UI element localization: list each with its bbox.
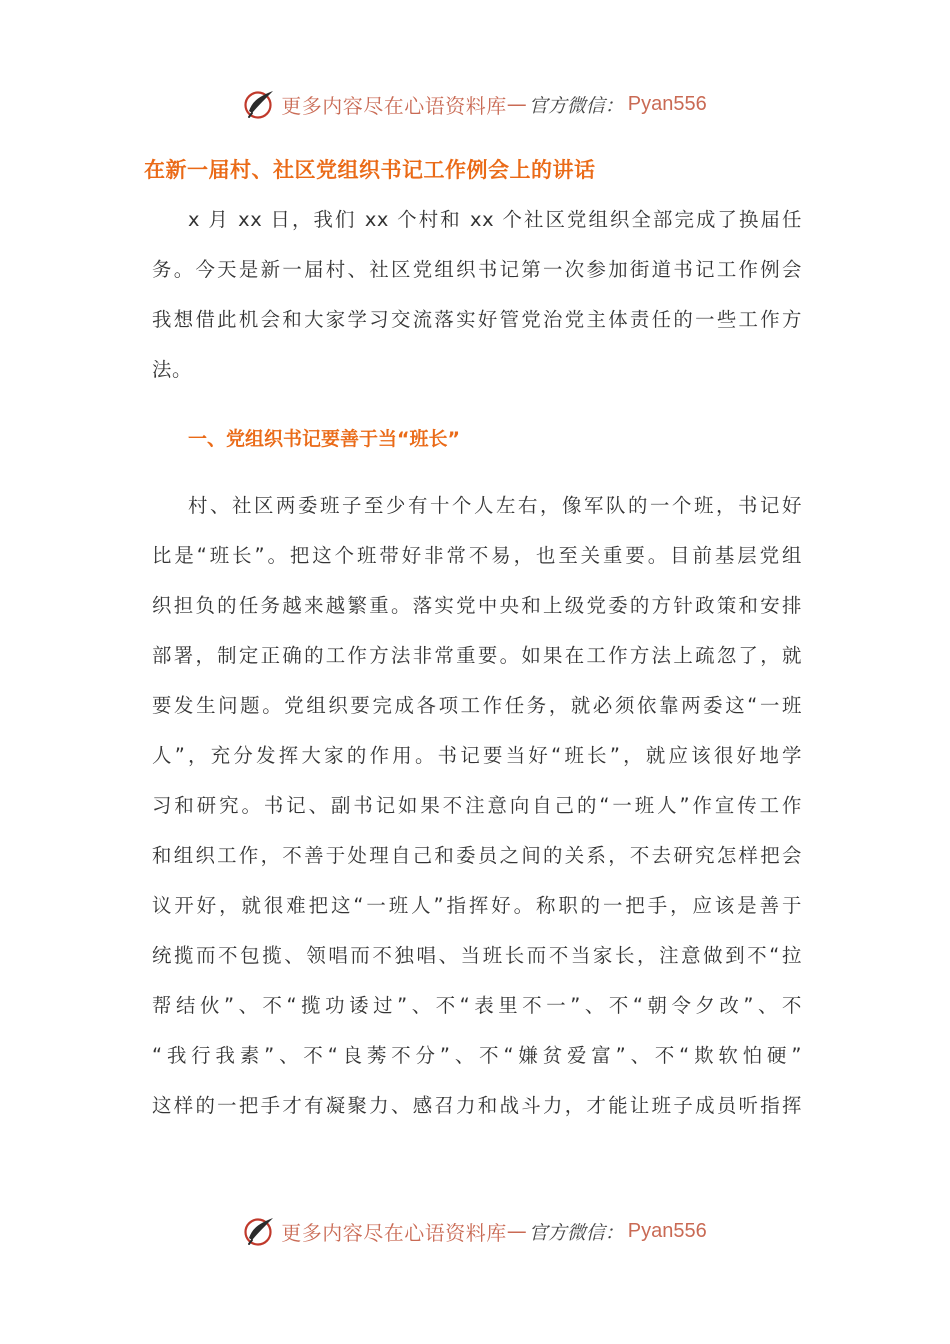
section-heading: 一、党组织书记要善于当“班长” bbox=[188, 428, 460, 450]
document-title: 在新一届村、社区党组织书记工作例会上的讲话 bbox=[144, 158, 596, 182]
paragraph-line: 村、社区两委班子至少有十个人左右，像军队的一个班，书记好 bbox=[188, 494, 802, 517]
paragraph-line: 务。今天是新一届村、社区党组织书记第一次参加街道书记工作例会 bbox=[152, 258, 802, 281]
paragraph-line: 比是“班长”。把这个班带好非常不易，也至关重要。目前基层党组 bbox=[152, 544, 802, 567]
section-paragraph bbox=[152, 481, 802, 1131]
paragraph-line: 议开好，就很难把这“一班人”指挥好。称职的一把手，应该是善于 bbox=[152, 894, 802, 917]
banner-dash: — bbox=[506, 1219, 527, 1243]
banner-wechat-id: Pyan556 bbox=[627, 92, 707, 115]
paragraph-line: 织担负的任务越来越繁重。落实党中央和上级党委的方针政策和安排 bbox=[152, 594, 802, 617]
banner-slogan: 更多内容尽在心语资料库 bbox=[281, 1220, 507, 1245]
header-banner bbox=[0, 84, 950, 124]
paragraph-line: 人”，充分发挥大家的作用。书记要当好“班长”，就应该很好地学 bbox=[152, 744, 802, 767]
intro-paragraph bbox=[152, 195, 802, 395]
paragraph-line: x 月 xx 日，我们 xx 个村和 xx 个社区党组织全部完成了换届任 bbox=[188, 208, 802, 231]
paragraph-line: 帮结伙”、不“揽功诿过”、不“表里不一”、不“朝令夕改”、不 bbox=[152, 994, 802, 1017]
paragraph-line: 要发生问题。党组织要完成各项工作任务，就必须依靠两委这“一班 bbox=[152, 694, 802, 717]
pen-logo-icon bbox=[243, 1214, 277, 1248]
paragraph-line: 法。 bbox=[152, 358, 192, 381]
banner-wechat-label: 官方微信： bbox=[528, 94, 624, 117]
paragraph-line: “我行我素”、不“良莠不分”、不“嫌贫爱富”、不“欺软怕硬” bbox=[152, 1044, 802, 1067]
paragraph-line: 习和研究。书记、副书记如果不注意向自己的“一班人”作宣传工作 bbox=[152, 794, 802, 817]
paragraph-line: 部署，制定正确的工作方法非常重要。如果在工作方法上疏忽了，就 bbox=[152, 644, 802, 667]
banner-slogan: 更多内容尽在心语资料库 bbox=[281, 93, 507, 118]
banner-wechat-label: 官方微信： bbox=[528, 1221, 624, 1244]
banner-dash: — bbox=[506, 92, 527, 116]
banner-wechat-id: Pyan556 bbox=[627, 1219, 707, 1242]
paragraph-line: 这样的一把手才有凝聚力、感召力和战斗力，才能让班子成员听指挥 bbox=[152, 1094, 802, 1117]
footer-banner bbox=[0, 1211, 950, 1251]
paragraph-line: 统揽而不包揽、领唱而不独唱、当班长而不当家长，注意做到不“拉 bbox=[152, 944, 802, 967]
paragraph-line: 我想借此机会和大家学习交流落实好管党治党主体责任的一些工作方 bbox=[152, 308, 802, 331]
paragraph-line: 和组织工作，不善于处理自己和委员之间的关系，不去研究怎样把会 bbox=[152, 844, 802, 867]
pen-logo-icon bbox=[243, 87, 277, 121]
